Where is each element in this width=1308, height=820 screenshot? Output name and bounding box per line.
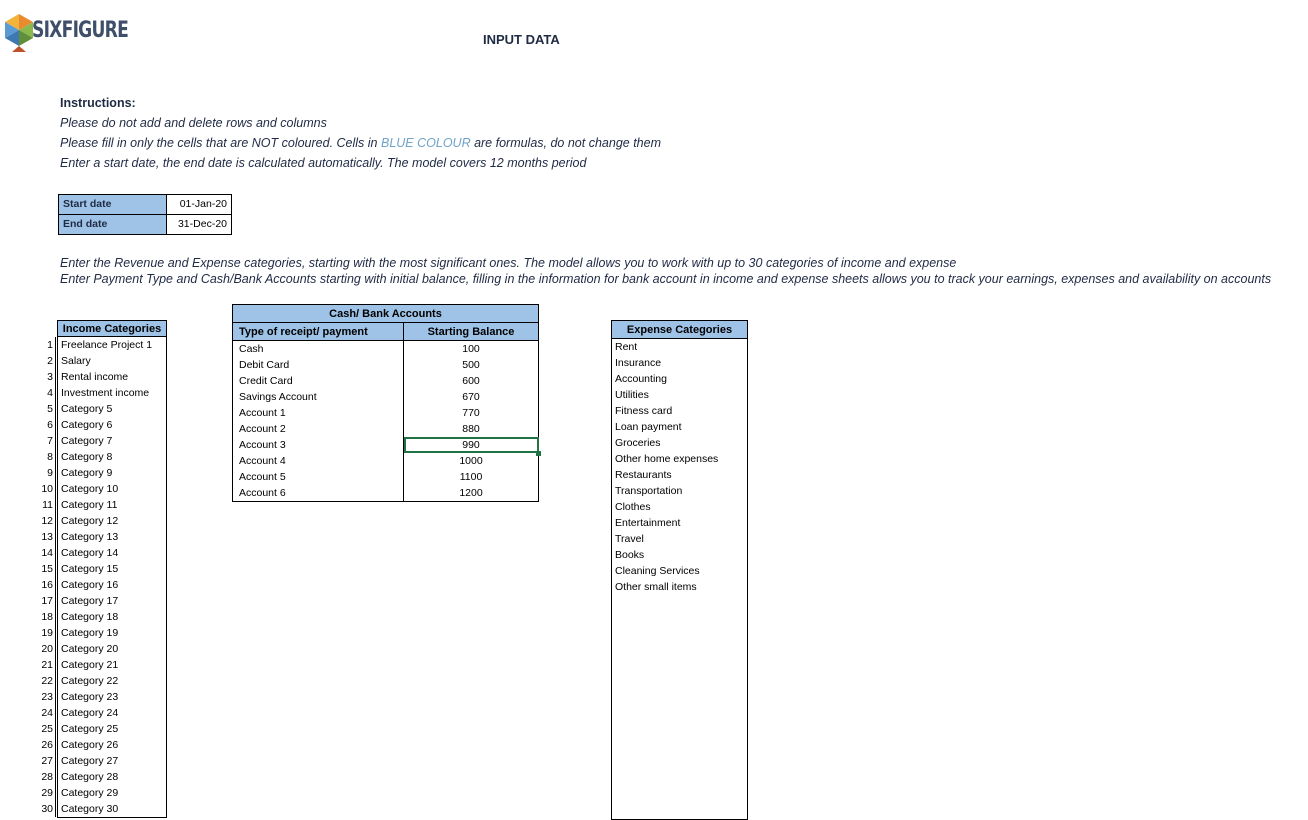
expense-category-cell[interactable]: Other home expenses [615, 453, 719, 465]
table-row [612, 499, 748, 515]
instruction-line-2 [60, 136, 661, 150]
income-category-cell[interactable]: Category 24 [61, 707, 119, 719]
instructions-heading: Instructions: [60, 96, 136, 110]
row-number: 9 [34, 465, 56, 481]
account-type-cell[interactable]: Account 5 [233, 469, 404, 485]
cash-bank-accounts-table [232, 304, 539, 502]
expense-category-cell[interactable] [612, 771, 748, 787]
expense-category-cell[interactable] [612, 611, 748, 627]
row-number: 18 [34, 609, 56, 625]
table-row [612, 339, 748, 356]
expense-category-cell[interactable] [612, 627, 748, 643]
income-category-cell[interactable]: Category 11 [61, 499, 118, 511]
table-row [612, 723, 748, 739]
income-category-cell[interactable]: Category 15 [61, 563, 119, 575]
table-row [58, 513, 167, 529]
hexagon-logo-icon [2, 12, 36, 54]
account-type-cell[interactable]: Account 1 [233, 405, 404, 421]
account-type-cell[interactable]: Credit Card [233, 373, 404, 389]
table-row [612, 643, 748, 659]
type-column-header: Type of receipt/ payment [233, 323, 404, 341]
row-number: 4 [34, 385, 56, 401]
account-type-cell[interactable]: Savings Account [233, 389, 404, 405]
table-row [233, 485, 539, 502]
starting-balance-cell[interactable]: 500 [462, 359, 480, 371]
table-row [58, 545, 167, 561]
row-number: 17 [34, 593, 56, 609]
income-category-cell[interactable]: Category 18 [61, 611, 119, 623]
page-title: INPUT DATA [483, 32, 560, 47]
table-row [233, 389, 539, 405]
row-number: 29 [34, 785, 56, 801]
row-number: 21 [34, 657, 56, 673]
table-row [58, 401, 167, 417]
table-row [58, 337, 167, 354]
table-row [612, 531, 748, 547]
row-number: 7 [34, 433, 56, 449]
expense-category-cell[interactable] [612, 739, 748, 755]
cash-bank-accounts-caption: Cash/ Bank Accounts [233, 305, 539, 323]
instruction-line-1: Please do not add and delete rows and columns [60, 116, 327, 130]
table-row [233, 437, 539, 453]
row-number: 3 [34, 369, 56, 385]
row-number: 16 [34, 577, 56, 593]
row-number: 15 [34, 561, 56, 577]
expense-category-cell[interactable]: Insurance [615, 357, 662, 369]
income-category-cell[interactable]: Salary [61, 355, 91, 367]
starting-balance-cell[interactable]: 770 [462, 407, 480, 419]
table-row [612, 563, 748, 579]
table-row [612, 659, 748, 675]
table-row [612, 467, 748, 483]
table-row [58, 801, 167, 818]
income-category-cell[interactable]: Category 6 [61, 419, 113, 431]
instruction-line-3: Enter a start date, the end date is calculated automatically. The model covers 12 months period [60, 156, 587, 170]
table-row [58, 769, 167, 785]
income-category-cell[interactable]: Category 22 [61, 675, 119, 687]
starting-balance-column-header: Starting Balance [404, 323, 539, 341]
date-table [58, 194, 232, 235]
row-number: 26 [34, 737, 56, 753]
row-number: 11 [34, 497, 56, 513]
row-number: 19 [34, 625, 56, 641]
income-categories-table [57, 320, 167, 818]
income-category-cell[interactable]: Category 10 [61, 483, 119, 495]
table-row [612, 547, 748, 563]
table-row [233, 469, 539, 485]
table-row [58, 577, 167, 593]
income-category-cell[interactable]: Category 20 [61, 643, 119, 655]
expense-category-cell[interactable] [612, 755, 748, 771]
row-number: 27 [34, 753, 56, 769]
table-row [612, 675, 748, 691]
expense-category-cell[interactable]: Transportation [615, 485, 683, 497]
expense-categories-header: Expense Categories [612, 321, 748, 339]
expense-categories-table [611, 320, 748, 820]
row-number: 12 [34, 513, 56, 529]
row-number: 13 [34, 529, 56, 545]
row-number: 5 [34, 401, 56, 417]
table-row [58, 369, 167, 385]
table-row [612, 451, 748, 467]
instruction-line-5: Enter Payment Type and Cash/Bank Accounts starting with initial balance, filling in the information for bank account in income and expense sheets allows you to track your earnings, expenses and availability on accounts [60, 272, 1272, 286]
table-row [612, 579, 748, 595]
expense-category-cell[interactable]: Groceries [615, 437, 661, 449]
expense-category-cell[interactable]: Rent [615, 341, 638, 353]
account-type-cell[interactable]: Account 4 [233, 453, 404, 469]
expense-category-cell[interactable]: Books [615, 549, 645, 561]
expense-category-cell[interactable] [612, 659, 748, 675]
row-number: 8 [34, 449, 56, 465]
income-category-cell[interactable]: Category 30 [61, 803, 119, 815]
row-number: 1 [34, 337, 56, 353]
table-row [233, 405, 539, 421]
expense-category-cell[interactable] [612, 707, 748, 723]
expense-category-cell[interactable]: Accounting [615, 373, 667, 385]
table-row [58, 433, 167, 449]
account-type-cell[interactable]: Account 2 [233, 421, 404, 437]
income-category-cell[interactable]: Investment income [61, 387, 150, 399]
instruction-line-4: Enter the Revenue and Expense categories, starting with the most significant ones. The model allows you to work with up to 30 categories of income and expense [60, 256, 957, 270]
table-row [233, 373, 539, 389]
income-category-cell[interactable]: Category 5 [61, 403, 113, 415]
income-row-numbers [34, 337, 56, 817]
table-row [612, 355, 748, 371]
expense-category-cell[interactable]: Clothes [615, 501, 651, 513]
table-row [612, 419, 748, 435]
income-category-cell[interactable]: Category 12 [61, 515, 119, 527]
table-row [58, 785, 167, 801]
income-category-cell[interactable]: Category 21 [61, 659, 119, 671]
instruction-line-2-start: Please fill in only the cells that are NOT coloured. Cells in [60, 136, 381, 150]
row-number: 25 [34, 721, 56, 737]
row-number: 24 [34, 705, 56, 721]
table-row [612, 387, 748, 403]
table-row [612, 707, 748, 723]
expense-category-cell[interactable]: Fitness card [615, 405, 673, 417]
table-row [58, 481, 167, 497]
table-row [58, 609, 167, 625]
starting-balance-cell[interactable]: 1100 [459, 471, 483, 483]
starting-balance-cell[interactable]: 600 [462, 375, 480, 387]
starting-balance-cell[interactable]: 1200 [459, 487, 483, 499]
expense-category-cell[interactable] [612, 803, 748, 820]
table-row [58, 689, 167, 705]
start-date-cell[interactable]: 01-Jan-20 [167, 195, 232, 215]
table-row [612, 515, 748, 531]
expense-category-cell[interactable]: Loan payment [615, 421, 682, 433]
starting-balance-cell[interactable]: 1000 [459, 455, 483, 467]
income-category-cell[interactable]: Category 13 [61, 531, 119, 543]
table-row [58, 417, 167, 433]
income-category-cell[interactable]: Category 9 [61, 467, 113, 479]
expense-category-cell[interactable] [612, 675, 748, 691]
start-date-label: Start date [59, 195, 167, 215]
row-number: 10 [34, 481, 56, 497]
account-type-cell[interactable]: Debit Card [233, 357, 404, 373]
table-row [58, 449, 167, 465]
expense-category-cell[interactable] [612, 595, 748, 611]
table-row [612, 803, 748, 820]
blue-colour-note: BLUE COLOUR [380, 136, 471, 150]
table-row [58, 705, 167, 721]
table-row [233, 341, 539, 358]
expense-category-cell[interactable] [612, 723, 748, 739]
row-number: 20 [34, 641, 56, 657]
table-row [612, 403, 748, 419]
income-category-cell[interactable]: Rental income [61, 371, 129, 383]
table-row [58, 737, 167, 753]
row-number: 22 [34, 673, 56, 689]
income-category-cell[interactable]: Category 14 [61, 547, 119, 559]
starting-balance-cell[interactable]: 880 [462, 423, 480, 435]
income-category-cell[interactable]: Category 27 [61, 755, 119, 767]
expense-category-cell[interactable]: Utilities [615, 389, 649, 401]
table-row [58, 753, 167, 769]
table-row [58, 657, 167, 673]
income-category-cell[interactable]: Category 26 [61, 739, 119, 751]
table-row [58, 641, 167, 657]
end-date-cell[interactable]: 31-Dec-20 [167, 215, 232, 235]
table-row [612, 611, 748, 627]
table-row [58, 465, 167, 481]
table-row [58, 721, 167, 737]
table-row [612, 787, 748, 803]
end-date-row [59, 215, 232, 235]
table-row [612, 755, 748, 771]
expense-category-cell[interactable] [612, 643, 748, 659]
expense-category-cell[interactable]: Entertainment [615, 517, 681, 529]
table-row [233, 357, 539, 373]
income-category-cell[interactable]: Category 19 [61, 627, 119, 639]
income-categories-header: Income Categories [58, 321, 167, 337]
table-row [612, 739, 748, 755]
table-row [612, 691, 748, 707]
expense-category-cell[interactable]: Other small items [615, 581, 697, 593]
table-row [612, 435, 748, 451]
instruction-line-2-end: are formulas, do not change them [470, 136, 661, 150]
starting-balance-cell[interactable]: 670 [462, 391, 480, 403]
account-type-cell[interactable]: Account 3 [233, 437, 404, 453]
brand-name: SIXFIGURE [32, 18, 129, 43]
income-category-cell[interactable]: Category 8 [61, 451, 113, 463]
expense-category-cell[interactable]: Restaurants [615, 469, 672, 481]
income-category-cell[interactable]: Category 23 [61, 691, 119, 703]
start-date-row [59, 195, 232, 215]
row-number: 6 [34, 417, 56, 433]
table-row [58, 673, 167, 689]
brand-logo [2, 12, 129, 56]
table-row [233, 421, 539, 437]
table-row [612, 771, 748, 787]
table-row [612, 371, 748, 387]
table-row [612, 595, 748, 611]
starting-balance-cell[interactable]: 100 [462, 343, 480, 355]
account-type-cell[interactable]: Account 6 [233, 485, 404, 502]
table-row [612, 627, 748, 643]
table-row [58, 593, 167, 609]
table-row [58, 497, 167, 513]
income-category-cell[interactable]: Category 17 [61, 595, 119, 607]
row-number: 28 [34, 769, 56, 785]
expense-category-cell[interactable] [612, 691, 748, 707]
income-category-cell[interactable]: Category 7 [61, 435, 113, 447]
end-date-label: End date [59, 215, 167, 235]
table-row [58, 529, 167, 545]
table-row [58, 353, 167, 369]
income-category-cell[interactable]: Category 29 [61, 787, 119, 799]
income-category-cell[interactable]: Freelance Project 1 [61, 339, 153, 351]
table-row [58, 625, 167, 641]
table-row [58, 561, 167, 577]
account-type-cell[interactable]: Cash [233, 341, 404, 358]
selected-balance-cell[interactable]: 990 [404, 437, 539, 453]
row-number: 30 [34, 801, 56, 817]
expense-category-cell[interactable]: Travel [615, 533, 644, 545]
row-number: 2 [34, 353, 56, 369]
row-number: 23 [34, 689, 56, 705]
income-category-cell[interactable]: Category 16 [61, 579, 119, 591]
row-number: 14 [34, 545, 56, 561]
income-category-cell[interactable]: Category 28 [61, 771, 119, 783]
table-row [233, 453, 539, 469]
income-category-cell[interactable]: Category 25 [61, 723, 119, 735]
table-row [612, 483, 748, 499]
table-row [58, 385, 167, 401]
expense-category-cell[interactable]: Cleaning Services [615, 565, 700, 577]
expense-category-cell[interactable] [612, 787, 748, 803]
